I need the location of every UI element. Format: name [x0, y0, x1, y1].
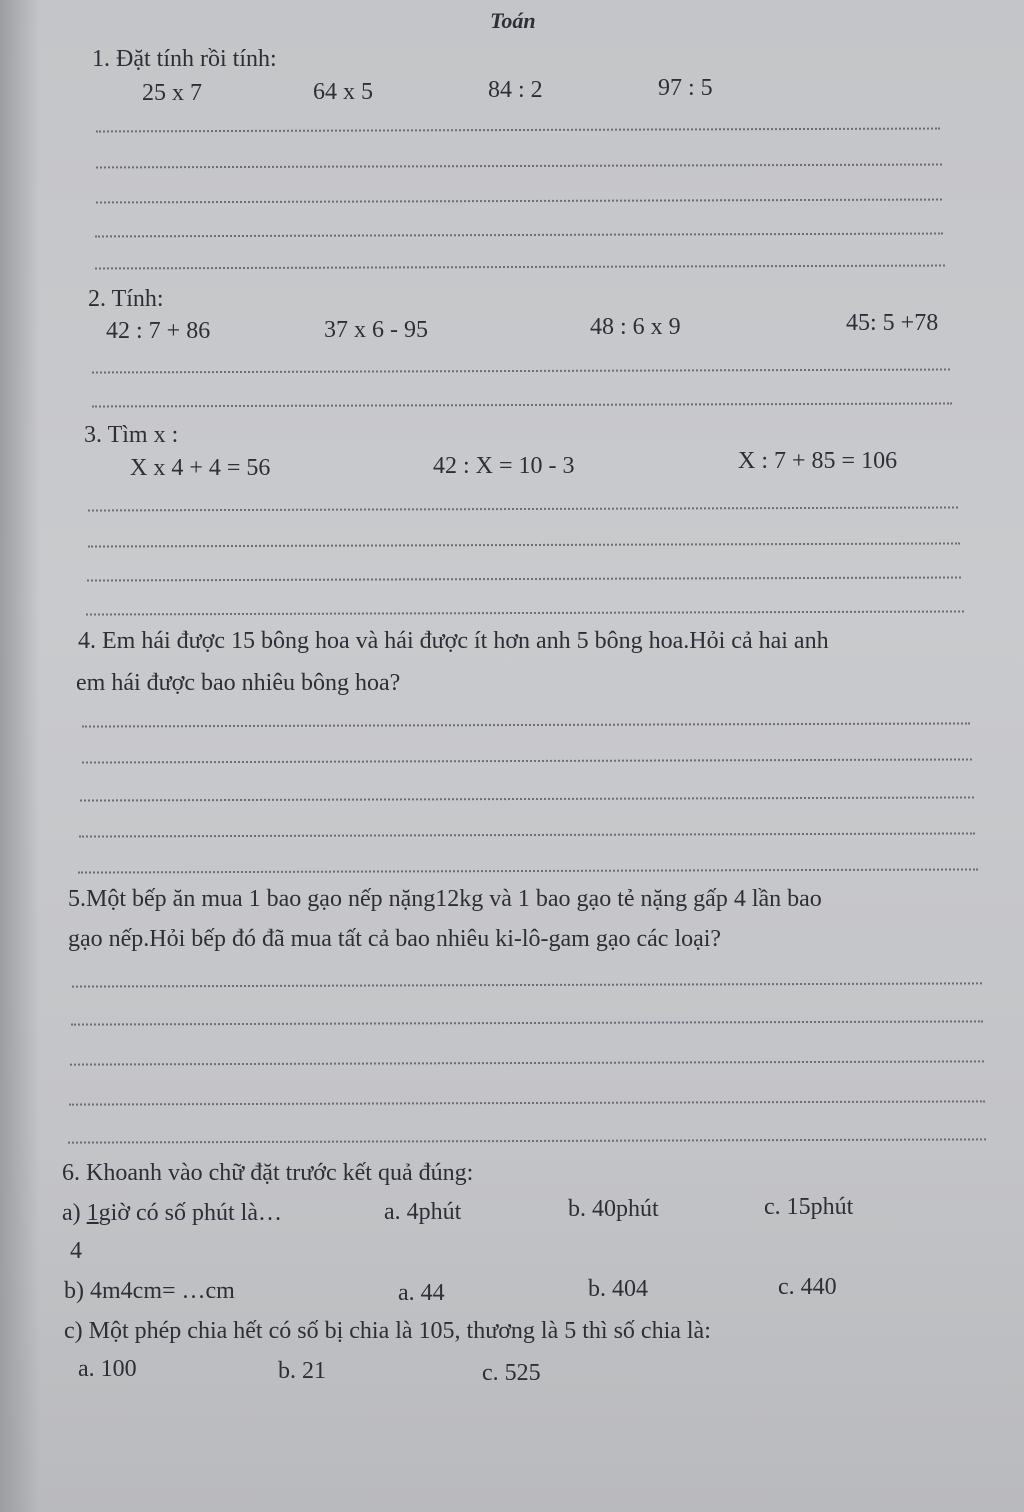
- q4-answer-line-1[interactable]: [82, 722, 970, 727]
- q6a-option-b[interactable]: b. 40phút: [568, 1196, 659, 1222]
- q3-item-1: X x 4 + 4 = 56: [130, 455, 271, 481]
- q3-answer-line-2[interactable]: [88, 542, 960, 547]
- q1-item-2: 64 x 5: [313, 79, 373, 105]
- q2-item-3: 48 : 6 x 9: [590, 314, 681, 340]
- q2-answer-line-2[interactable]: [92, 402, 952, 407]
- q3-answer-line-3[interactable]: [87, 576, 961, 581]
- q4-text-line-1: 4. Em hái được 15 bông hoa và hái được ít hơn anh 5 bông hoa.Hỏi cả hai anh: [78, 628, 829, 654]
- q1-answer-line-4[interactable]: [95, 233, 943, 238]
- q5-answer-line-4[interactable]: [69, 1100, 985, 1105]
- q3-item-2: 42 : X = 10 - 3: [433, 453, 575, 479]
- q1-answer-line-3[interactable]: [96, 199, 942, 204]
- q3-answer-line-1[interactable]: [88, 506, 958, 511]
- q6b-question: b) 4m4cm= …cm: [64, 1278, 235, 1304]
- q5-text-line-2: gạo nếp.Hỏi bếp đó đã mua tất cả bao nhiêu ki-lô-gam gạo các loại?: [68, 926, 722, 952]
- q4-answer-line-2[interactable]: [82, 758, 972, 763]
- q6c-question: c) Một phép chia hết có số bị chia là 105, thương là 5 thì số chia là:: [64, 1318, 711, 1344]
- q6c-option-a[interactable]: a. 100: [78, 1356, 137, 1382]
- q6a-fraction-denominator: 4: [70, 1238, 82, 1264]
- q4-answer-line-5[interactable]: [78, 868, 978, 873]
- q2-item-1: 42 : 7 + 86: [106, 318, 211, 344]
- q2-item-2: 37 x 6 - 95: [324, 317, 428, 343]
- q6c-option-c[interactable]: c. 525: [482, 1360, 541, 1386]
- q2-answer-line-1[interactable]: [92, 369, 950, 374]
- q6a-text: giờ có số phút là…: [98, 1200, 282, 1226]
- q5-answer-line-5[interactable]: [68, 1138, 986, 1143]
- q1-item-1: 25 x 7: [142, 80, 202, 106]
- q6a-prefix: a): [62, 1200, 87, 1226]
- q3-item-3: X : 7 + 85 = 106: [738, 448, 898, 474]
- q4-answer-line-4[interactable]: [79, 832, 975, 837]
- page-title: Toán: [490, 8, 536, 33]
- q1-answer-line-5[interactable]: [95, 265, 945, 270]
- q6a-question: [62, 1200, 282, 1227]
- q6b-option-b[interactable]: b. 404: [588, 1276, 648, 1302]
- q1-item-3: 84 : 2: [488, 77, 543, 103]
- q6-heading: 6. Khoanh vào chữ đặt trước kết quả đúng:: [62, 1160, 474, 1186]
- q6a-option-a[interactable]: a. 4phút: [384, 1199, 462, 1225]
- q5-answer-line-2[interactable]: [71, 1020, 983, 1025]
- q1-item-4: 97 : 5: [658, 75, 713, 101]
- page-shadow: [0, 0, 40, 1512]
- q2-heading: 2. Tính:: [88, 286, 164, 312]
- q4-text-line-2: em hái được bao nhiêu bông hoa?: [76, 670, 401, 696]
- q5-answer-line-1[interactable]: [72, 982, 982, 987]
- q5-answer-line-3[interactable]: [70, 1060, 984, 1065]
- q6b-option-a[interactable]: a. 44: [398, 1280, 445, 1306]
- q5-text-line-1: 5.Một bếp ăn mua 1 bao gạo nếp nặng12kg và 1 bao gạo tẻ nặng gấp 4 lần bao: [68, 886, 822, 912]
- q4-answer-line-3[interactable]: [80, 796, 974, 801]
- q2-item-4: 45: 5 +78: [846, 310, 939, 336]
- q1-answer-line-2[interactable]: [96, 164, 942, 169]
- q6c-option-b[interactable]: b. 21: [278, 1358, 326, 1384]
- q1-heading: 1. Đặt tính rồi tính:: [92, 46, 277, 72]
- q6b-option-c[interactable]: c. 440: [778, 1274, 837, 1300]
- q6a-option-c[interactable]: c. 15phút: [764, 1194, 854, 1220]
- q3-heading: 3. Tìm x :: [84, 422, 179, 448]
- q3-answer-line-4[interactable]: [86, 610, 964, 615]
- q1-answer-line-1[interactable]: [96, 128, 940, 133]
- q6a-fraction-numerator: 1: [86, 1200, 99, 1226]
